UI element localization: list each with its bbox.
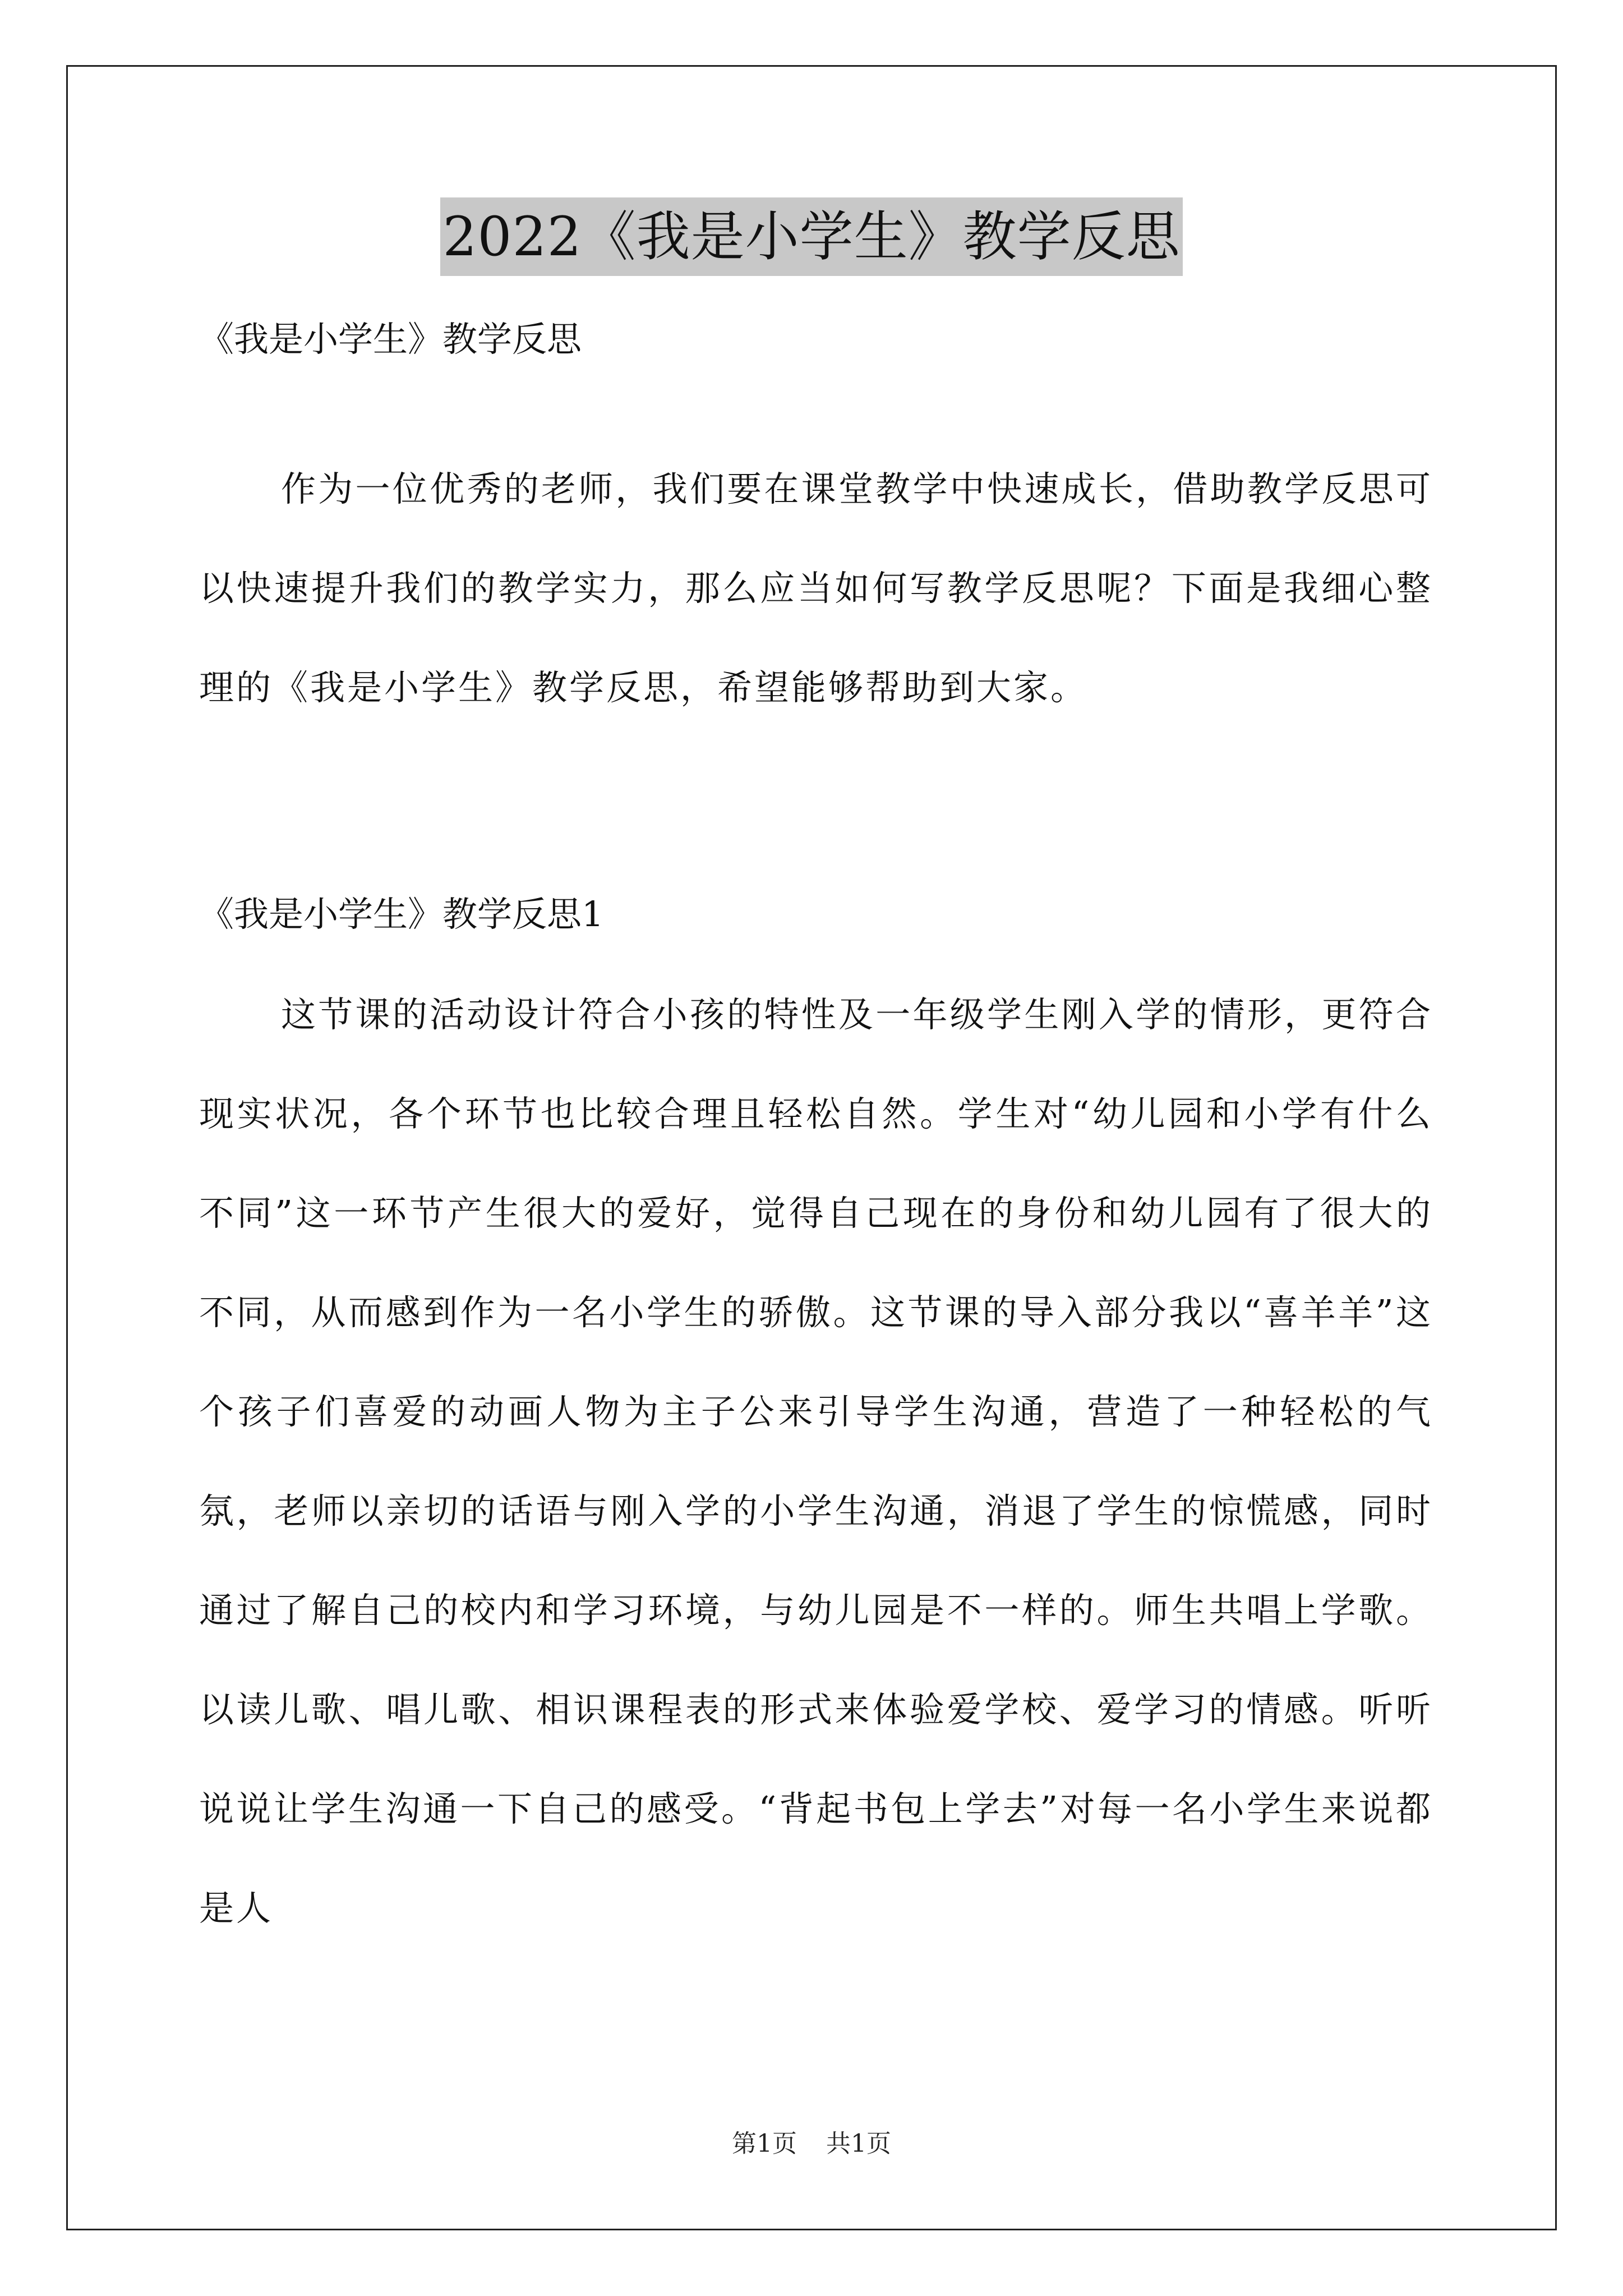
document-subtitle: 《我是小学生》教学反思 bbox=[199, 319, 582, 360]
document-title: 2022《我是小学生》教学反思 bbox=[440, 197, 1182, 276]
intro-paragraph: 作为一位优秀的老师，我们要在课堂教学中快速成长，借助教学反思可以快速提升我们的教学实力，那么应当如何写教学反思呢？下面是我细心整理的《我是小学生》教学反思，希望能够帮助到大家。 bbox=[199, 468, 1433, 708]
title-container bbox=[0, 197, 1623, 276]
section-heading: 《我是小学生》教学反思1 bbox=[199, 894, 604, 935]
page-total: 共1页 bbox=[826, 2129, 891, 2158]
body-paragraph: 这节课的活动设计符合小孩的特性及一年级学生刚入学的情形，更符合现实状况，各个环节也比较合理且轻松自然。学生对“幼儿园和小学有什么不同”这一环节产生很大的爱好，觉得自己现在的身份和幼儿园有了很大的不同，从而感到作为一名小学生的骄傲。这节课的导入部分我以“喜羊羊”这个孩子们喜爱的动画人物为主子公来引导学生沟通，营造了一种轻松的气氛，老师以亲切的话语与刚入学的小学生沟通，消退了学生的惊慌感，同时通过了解自己的校内和学习环境，与幼儿园是不一样的。师生共唱上学歌。以读儿歌、唱儿歌、相识课程表的形式来体验爱学校、爱学习的情感。听听说说让学生沟通一下自己的感受。“背起书包上学去”对每一名小学生来说都是人 bbox=[199, 994, 1433, 1929]
page-footer bbox=[0, 2127, 1623, 2161]
page-number: 第1页 bbox=[732, 2129, 797, 2158]
